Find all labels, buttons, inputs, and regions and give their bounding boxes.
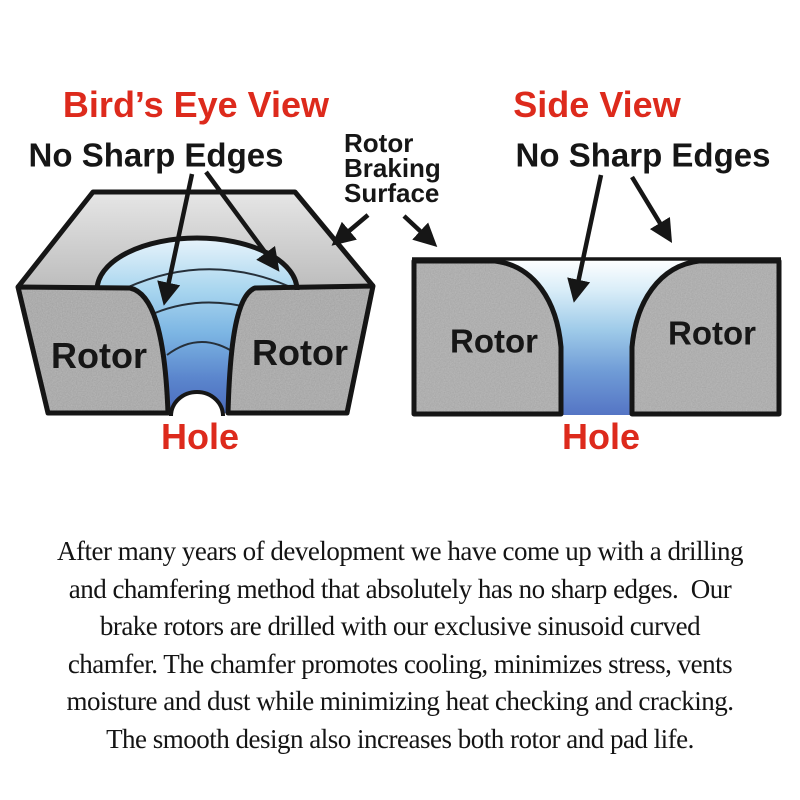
birdseye-rotor-label-right: Rotor [252, 332, 348, 373]
birdseye-title: Bird’s Eye View [62, 84, 330, 125]
sideview-hole-label: Hole [561, 416, 641, 457]
sideview-rotor-label-right: Rotor [668, 314, 756, 352]
birdseye-diagram [18, 192, 373, 416]
arrow-braking-surface-left [336, 215, 368, 242]
braking-surface-line-3: Surface [344, 178, 440, 208]
sideview-rotor-label-left: Rotor [450, 322, 538, 360]
braking-surface-line-1: Rotor [344, 128, 414, 158]
rotor-braking-surface-label [344, 128, 441, 208]
birdseye-hole-label: Hole [160, 416, 240, 457]
paragraph-line-5: moisture and dust while minimizing heat checking and cracking. [66, 686, 734, 716]
paragraph-line-1: After many years of development we have come up with a drilling [56, 536, 744, 566]
sideview-no-sharp-edges-label: No Sharp Edges [515, 136, 771, 174]
description-paragraph [0, 533, 800, 758]
arrow-no-sharp-right-b [632, 177, 669, 238]
braking-surface-line-2: Braking [344, 153, 441, 183]
paragraph-line-3: brake rotors are drilled with our exclusive sinusoid curved [99, 611, 701, 641]
birdseye-no-sharp-edges-label: No Sharp Edges [28, 136, 284, 174]
sideview-title: Side View [513, 84, 681, 125]
paragraph-line-4: chamfer. The chamfer promotes cooling, minimizes stress, vents [67, 648, 733, 679]
paragraph-line-2: and chamfering method that absolutely has no sharp edges. Our [68, 573, 732, 604]
arrow-braking-surface-right [404, 216, 433, 243]
birdseye-rotor-label-left: Rotor [51, 335, 147, 376]
paragraph-line-6: The smooth design also increases both rotor and pad life. [106, 723, 694, 754]
